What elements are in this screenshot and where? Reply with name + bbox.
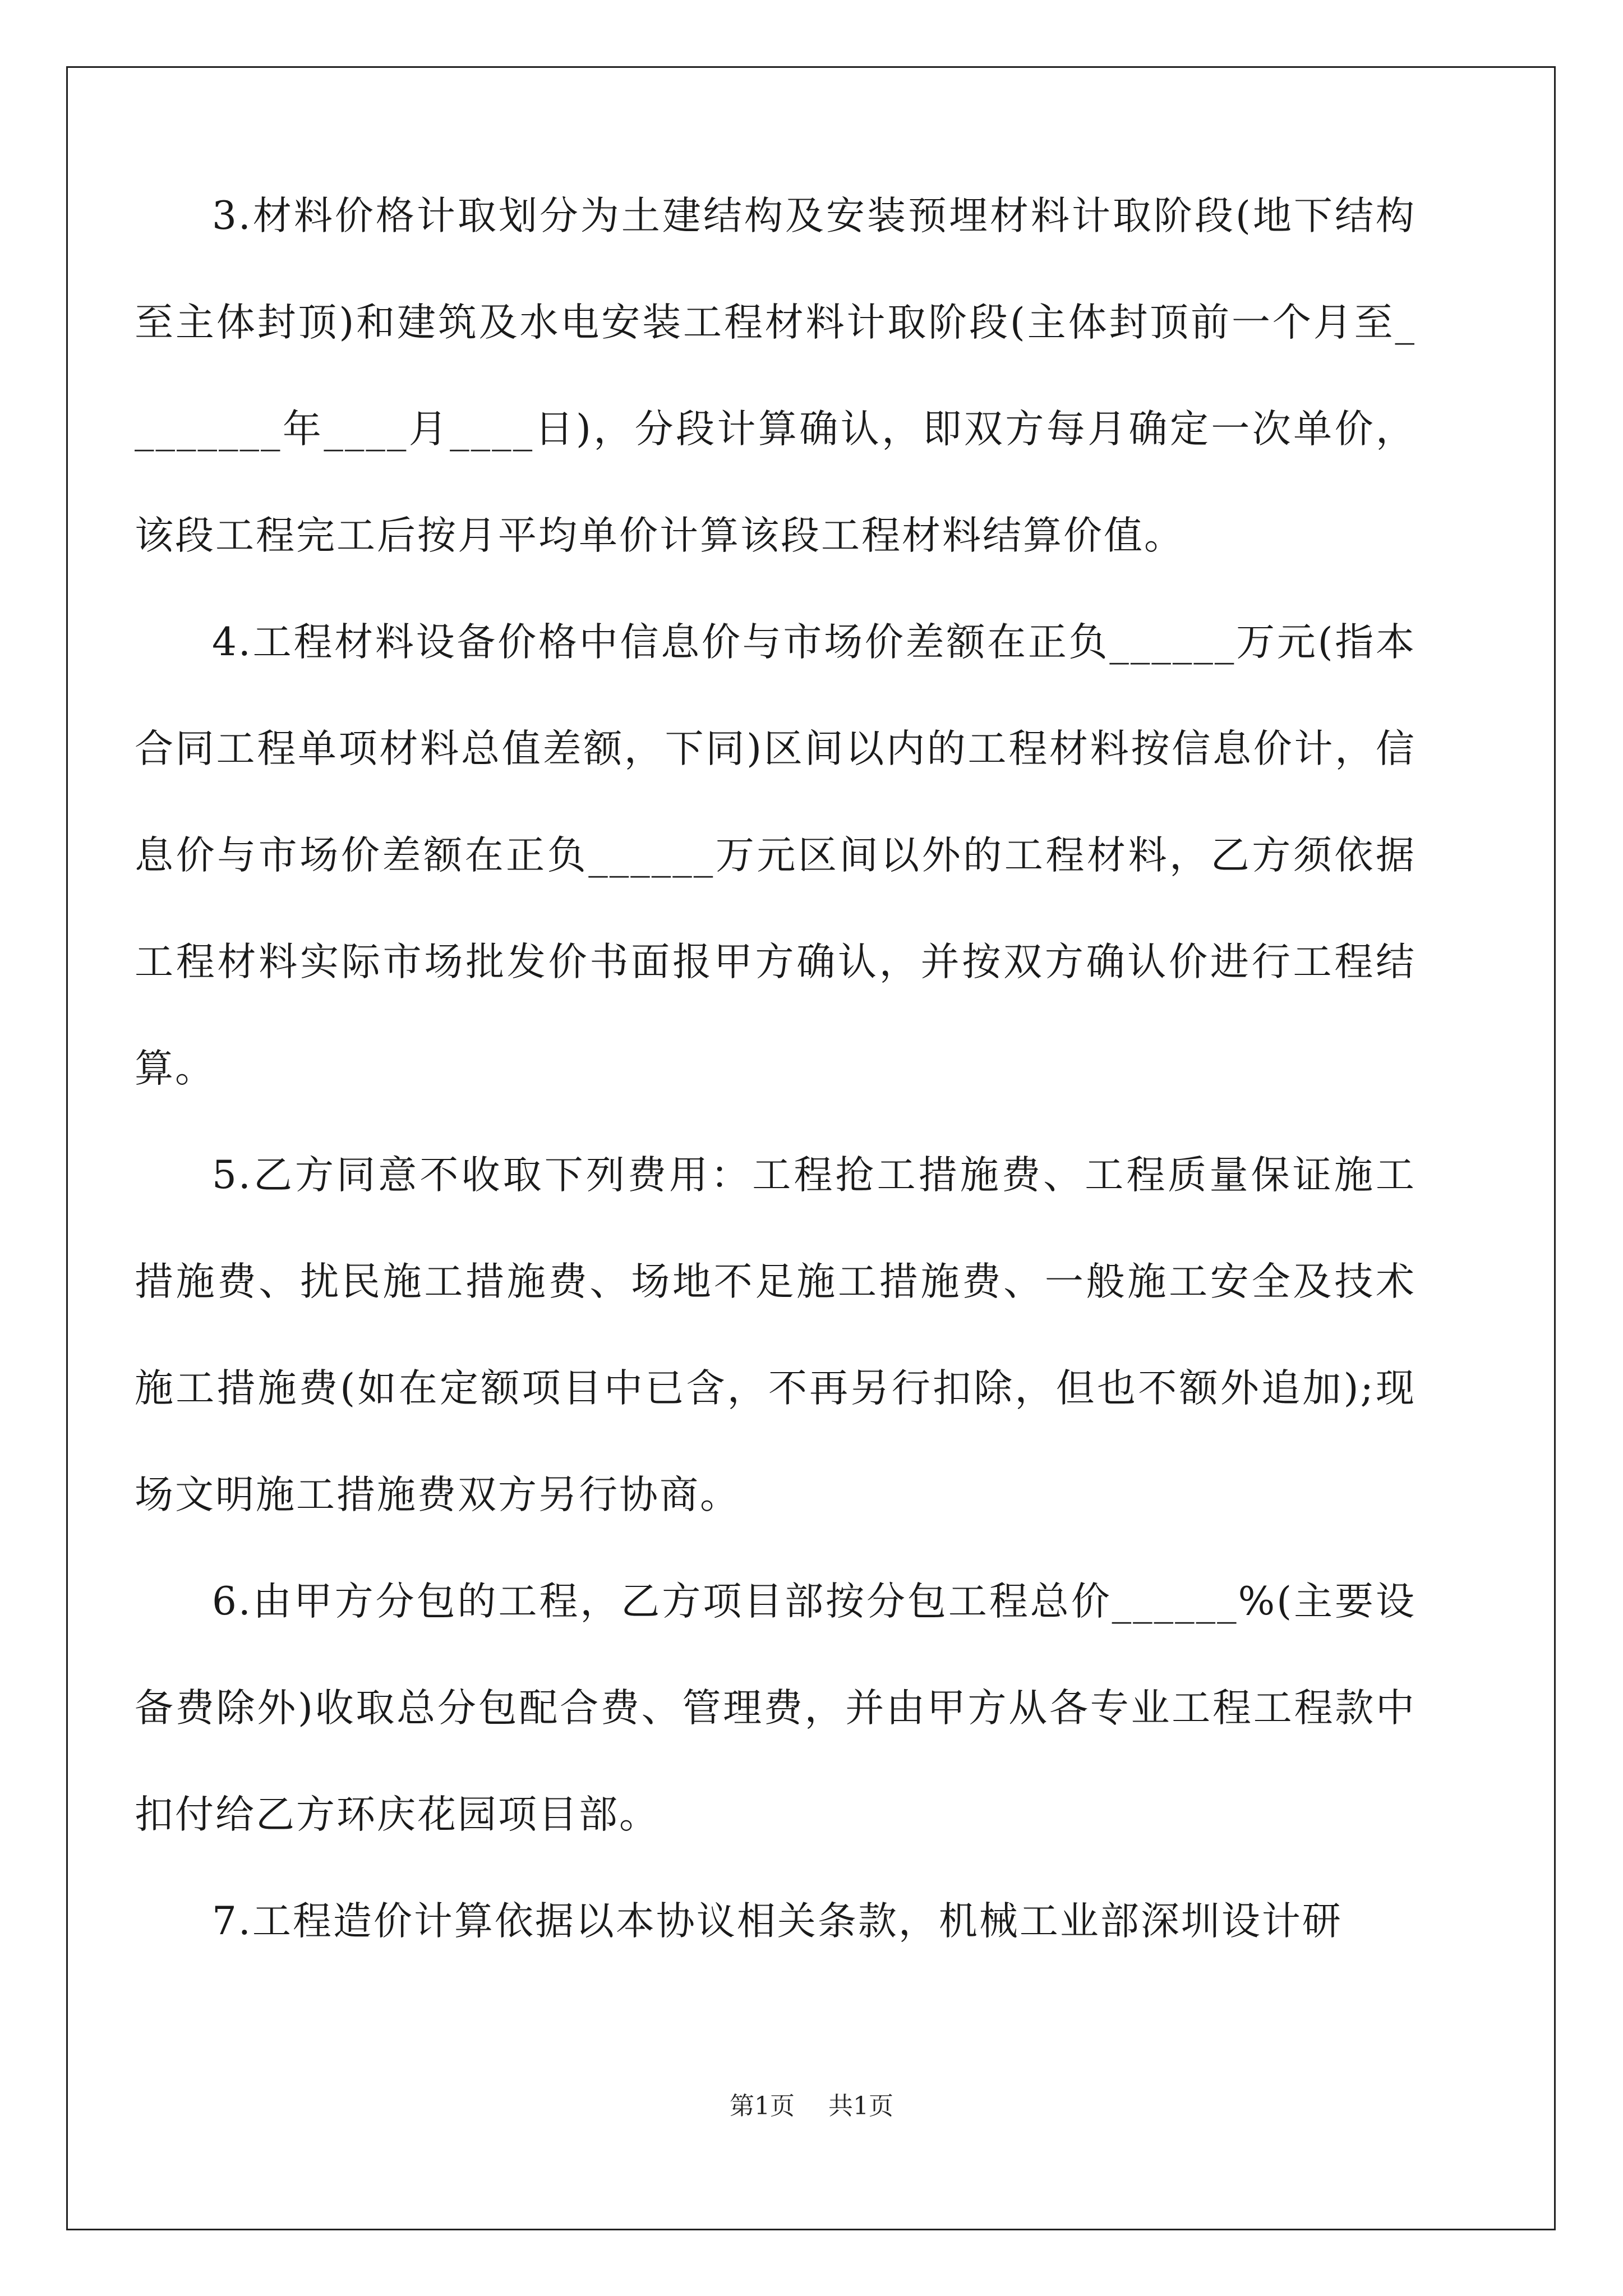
paragraph-4: 4.工程材料设备价格中信息价与市场价差额在正负______万元(指本合同工程单项材料总值差额，下同)区间以内的工程材料按信息价计，信息价与市场价差额在正负______万元区间以外的工程材料，乙方须依据工程材料实际市场批发价书面报甲方确认，并按双方确认价进行工程结算。 — [135, 620, 1416, 1091]
paragraph-5: 5.乙方同意不收取下列费用：工程抢工措施费、工程质量保证施工措施费、扰民施工措施费、场地不足施工措施费、一般施工安全及技术施工措施费(如在定额项目中已含，不再另行扣除，但也不额外追加);现场文明施工措施费双方另行协商。 — [135, 1153, 1416, 1517]
page-number: 第1页 — [730, 2092, 795, 2120]
page-total: 共1页 — [828, 2092, 893, 2120]
document-body — [135, 163, 1416, 1975]
paragraph-3: 3.材料价格计取划分为土建结构及安装预埋材料计取阶段(地下结构至主体封顶)和建筑及水电安装工程材料计取阶段(主体封顶前一个月至________年____月____日)，分段计算确认，即双方每月确定一次单价，该段工程完工后按月平均单价计算该段工程材料结算价值。 — [135, 194, 1416, 558]
paragraph-7: 7.工程造价计算依据以本协议相关条款，机械工业部深圳设计研 — [212, 1899, 1343, 1944]
paragraph-6: 6.由甲方分包的工程，乙方项目部按分包工程总价______%(主要设备费除外)收取总分包配合费、管理费，并由甲方从各专业工程工程款中扣付给乙方环庆花园项目部。 — [135, 1579, 1416, 1837]
page-footer — [0, 2086, 1623, 2122]
